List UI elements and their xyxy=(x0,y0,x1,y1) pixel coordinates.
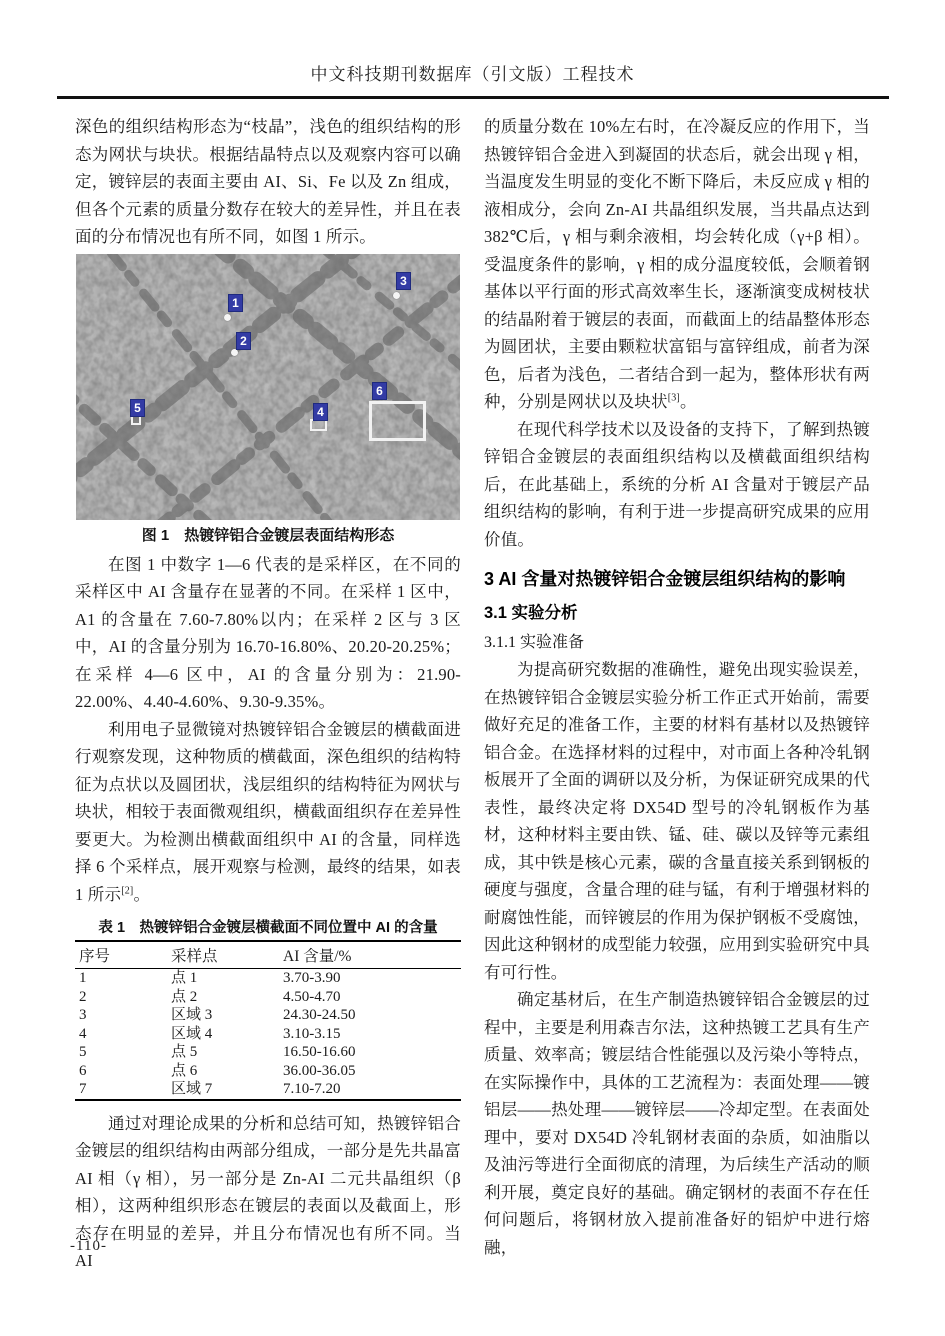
table-cell: 区域 3 xyxy=(171,1007,213,1023)
table-row xyxy=(75,969,461,988)
table-cell: 2 xyxy=(79,988,87,1005)
figure-marker-3: 3 xyxy=(396,272,411,290)
paragraph-cross-section-period: 。 xyxy=(133,884,151,904)
table-cell: 24.30-24.50 xyxy=(283,1007,356,1023)
figure-marker-1-point xyxy=(224,314,231,321)
figure-micrograph xyxy=(76,254,460,520)
section-heading-3: 3 AI 含量对热镀锌铝合金镀层组织结构的影响 xyxy=(484,569,846,589)
figure-marker-4: 4 xyxy=(313,403,328,421)
table-header-cell: AI 含量/% xyxy=(279,941,461,969)
table-cell: 3 xyxy=(79,1007,87,1023)
right-column xyxy=(484,113,870,1261)
table-header-row xyxy=(75,941,461,969)
paragraph-cross-section xyxy=(75,716,461,909)
paragraph-experiment-prep: 为提高研究数据的准确性，避免出现实验误差，在热镀锌铝合金镀层实验分析工作正式开始前，需要做好充足的准备工作，主要的材料有基材以及热镀锌铝合金。在选择材料的过程中，对市面上各种冷轧钢板展开了全面的调研以及分析，为保证研究成果的代表性，最终决定将 DX54D 型号的冷轧钢板作为基材，这种材料主要由铁、锰、硅、碳以及锌等元素组成，其中铁是核心元素，碳的含量直接关系到钢板的硬度与强度，含量合理的硅与锰，有利于增强材料的耐腐蚀性能，而锌镀层的作用为保护钢板不受腐蚀，因此这种钢材的成型能力较强，应用到实验研究中具有可行性。 xyxy=(484,660,870,982)
table-header-cell: 采样点 xyxy=(167,941,279,969)
figure-marker-2-point xyxy=(231,349,238,356)
paragraph-solidification-text: 的质量分数在 10%左右时，在冷凝反应的作用下，当热镀锌铝合金进入到凝固的状态后，就会出现 γ 相，当温度发生明显的变化不断下降后，未反应成 γ 相的液相成分，会向 Zn-AI 共晶组织发展，当共晶点达到 382℃后，γ 相与剩余液相，均会转化成（γ+β 相）。受温度条件的影响，γ 相的成分温度较低，会顺着钢基体以平行面的形式高效率生长，逐渐演变成树枝状的结晶附着于镀层的表面，而截面上的结晶整体形态为圆团状，主要由颗粒状富铝与富锌组成，前者为深色，后者为浅色，二者结合到一起为，整体形状有两种，分别是网状以及块状 xyxy=(484,117,870,411)
table-cell: 点 1 xyxy=(171,970,198,986)
table-cell: 点 2 xyxy=(171,988,198,1005)
table-cell: 7 xyxy=(79,1081,87,1097)
figure-marker-6: 6 xyxy=(372,382,387,400)
paragraph-process-flow: 确定基材后，在生产制造热镀锌铝合金镀层的过程中，主要是利用森吉尔法，这种热镀工艺具有生产质量、效率高；镀层结合性能强以及污染小等特点，在实际操作中，具体的工艺流程为：表面处理——镀铝层——热处理——镀锌层——冷却定型。在表面处理中，要对 DX54D 冷轧钢材表面的杂质，如油脂以及油污等进行全面彻底的清理，为后续生产活动的顺利开展，奠定良好的基础。确定钢材的表面不存在任何问题后，将钢材放入提前准备好的铝炉中进行熔融， xyxy=(484,990,870,1257)
table-cell: 36.00-36.05 xyxy=(283,1062,356,1079)
table-header-cell: 序号 xyxy=(75,941,167,969)
header-rule xyxy=(57,96,889,99)
figure-marker-3-point xyxy=(393,292,400,299)
table-cell: 点 5 xyxy=(171,1044,198,1060)
paragraph-solidification-period: 。 xyxy=(679,392,697,411)
table-row xyxy=(75,1025,461,1044)
al-content-table-body xyxy=(75,969,461,1100)
left-column xyxy=(75,113,461,1275)
table-cell: 16.50-16.60 xyxy=(283,1044,356,1060)
figure-marker-1: 1 xyxy=(228,294,243,312)
table-cell: 4 xyxy=(79,1025,87,1042)
al-content-table xyxy=(75,940,461,1101)
table-row xyxy=(75,988,461,1007)
figure-caption: 图 1 热镀锌铝合金镀层表面结构形态 xyxy=(141,526,395,544)
al-content-table-head xyxy=(75,941,461,969)
figure-marker-5: 5 xyxy=(130,399,145,417)
paragraph-phase-theory: 通过对理论成果的分析和总结可知，热镀锌铝合金镀层的组织结构由两部分组成，一部分是先共晶富 AI 相（γ 相），另一部分是 Zn-AI 二元共晶组织（β 相），这两种组织形态在镀层的表面以及截面上，形态存在明显的差异，并且分布情况也有所不同。当 AI xyxy=(75,1113,461,1270)
table-cell: 3.70-3.90 xyxy=(283,970,341,986)
paragraph-sampling-zones: 在图 1 中数字 1—6 代表的是采样区，在不同的采样区中 AI 含量存在显著的不同。在采样 1 区中，A1 的含量在 7.60-7.80%以内；在采样 2 区与 3 区中，AI 的含量分别为 16.70-16.80%、20.20-20.25%；在采样 4—6 区中，AI 的含量分别为：21.90-22.00%、4.40-4.60%、9.30-9.35%。 xyxy=(75,554,461,711)
table-cell: 3.10-3.15 xyxy=(283,1025,341,1042)
table-cell: 4.50-4.70 xyxy=(283,988,341,1005)
table-row xyxy=(75,1006,461,1025)
table-cell: 7.10-7.20 xyxy=(283,1081,341,1097)
table-cell: 区域 4 xyxy=(171,1025,213,1042)
citation-ref-2: [2] xyxy=(121,885,134,896)
table-cell: 区域 7 xyxy=(171,1081,213,1097)
table-row xyxy=(75,1062,461,1081)
paragraph-solidification xyxy=(484,113,870,416)
page-number: -110- xyxy=(70,1238,107,1254)
paragraph-modern-tech: 在现代科学技术以及设备的支持下，了解到热镀锌铝合金镀层的表面组织结构以及横截面组织结构后，在此基础上，系统的分析 AI 含量对于镀层产品组织结构的影响，有利于进一步提高研究成果的应用价值。 xyxy=(484,419,870,549)
table-title: 表 1 热镀锌铝合金镀层横截面不同位置中 AI 的含量 xyxy=(98,920,438,936)
table-cell: 点 6 xyxy=(171,1062,198,1079)
paragraph-surface-structure: 深色的组织结构形态为“枝晶”，浅色的组织结构的形态为网状与块状。根据结晶特点以及观察内容可以确定，镀锌层的表面主要由 AI、Si、Fe 以及 Zn 组成，但各个元素的质量分数存在较大的差异性，并且在表面的分布情况也有所不同，如图 1 所示。 xyxy=(75,117,461,246)
section-heading-3-1-1: 3.1.1 实验准备 xyxy=(484,634,585,651)
citation-ref-3: [3] xyxy=(667,392,680,404)
micrograph-texture xyxy=(76,254,460,520)
section-heading-3-1: 3.1 实验分析 xyxy=(484,604,578,622)
table-cell: 5 xyxy=(79,1044,87,1060)
figure-marker-2: 2 xyxy=(236,332,251,350)
figure-marker-6-region xyxy=(369,401,426,441)
table-cell: 6 xyxy=(79,1062,87,1079)
paragraph-cross-section-text: 利用电子显微镜对热镀锌铝合金镀层的横截面进行观察发现，这种物质的横截面，深色组织的结构特征为点状以及圆团状，浅层组织的结构特征为网状与块状，相较于表面微观组织，横截面组织存在差异性要更大。为检测出横截面组织中 AI 的含量，同样选择 6 个采样点，展开观察与检测，最终的结果，如表 1 所示 xyxy=(75,719,461,904)
table-cell: 1 xyxy=(79,970,87,986)
table-row xyxy=(75,1080,461,1100)
journal-header-title: 中文科技期刊数据库（引文版）工程技术 xyxy=(310,65,635,84)
table-row xyxy=(75,1043,461,1062)
